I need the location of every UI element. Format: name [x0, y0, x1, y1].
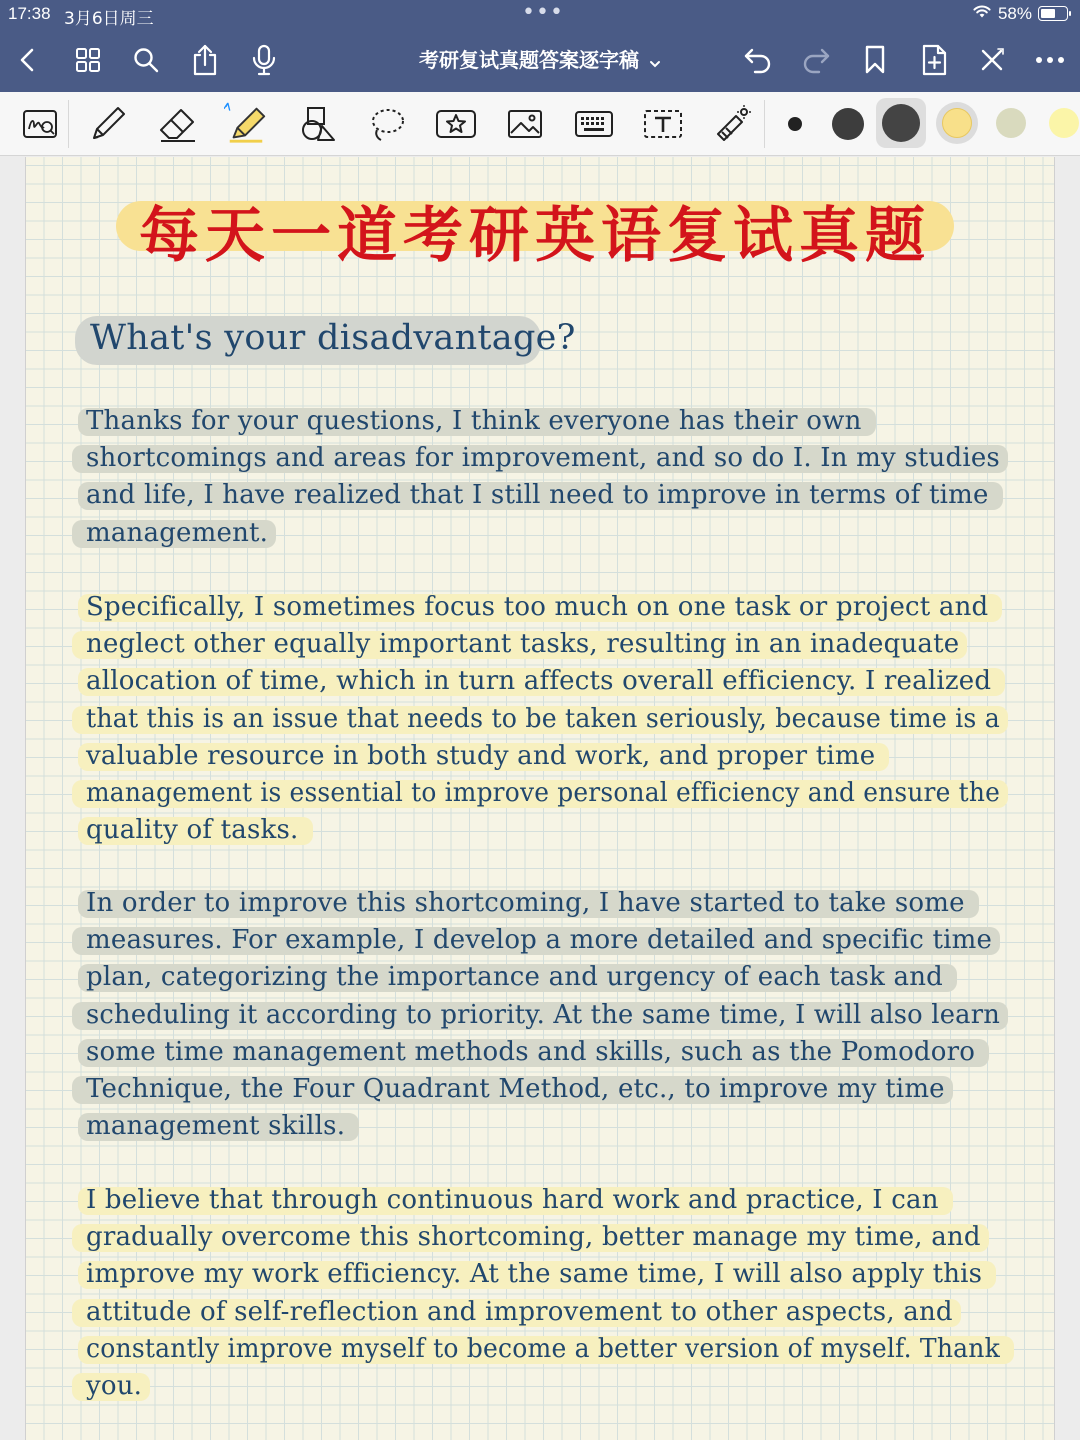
answer-line-text: you. [86, 1371, 143, 1401]
answer-line [0, 922, 1080, 959]
answer-line-text: that this is an issue that needs to be taken seriously, because time is a [86, 703, 1000, 734]
answer-line-text: plan, categorizing the importance and urgency of each task and [86, 962, 944, 993]
answer-line [0, 1071, 1080, 1108]
answer-line [0, 589, 1080, 626]
close-icon[interactable] [974, 42, 1010, 78]
status-time: 17:38 [8, 4, 51, 23]
highlighter-icon[interactable] [224, 102, 268, 146]
wifi-icon [972, 3, 992, 24]
answer-line [0, 440, 1080, 477]
answer-line-text: improve my work efficiency. At the same time, I will also apply this [86, 1259, 983, 1290]
color-swatch-yellow[interactable] [942, 108, 972, 138]
shapes-icon[interactable] [296, 102, 340, 146]
stroke-width-medium[interactable] [832, 108, 864, 140]
answer-line-text: Technique, the Four Quadrant Method, etc., to improve my time [86, 1074, 945, 1104]
share-icon[interactable] [187, 42, 223, 78]
color-swatch-pale-grey[interactable] [996, 108, 1026, 138]
answer-line-text: quality of tasks. [86, 815, 299, 846]
zoom-window-icon[interactable] [18, 102, 62, 146]
document-title[interactable]: 考研复试真题答案逐字稿 [380, 44, 700, 74]
text-icon[interactable] [641, 102, 685, 146]
answer-line [0, 1219, 1080, 1256]
answer-line-text: measures. For example, I develop a more detailed and specific time [86, 925, 993, 956]
top-bar [0, 0, 1080, 92]
answer-line [0, 477, 1080, 514]
eraser-icon[interactable] [156, 102, 200, 146]
nav-row [0, 36, 1080, 84]
chevron-down-icon[interactable] [649, 50, 661, 74]
answer-line [0, 775, 1080, 812]
answer-line-text: neglect other equally important tasks, resulting in an inadequate [86, 629, 960, 660]
battery-icon [1038, 6, 1068, 21]
answer-line-text: gradually overcome this shortcoming, better manage my time, and [86, 1222, 981, 1253]
answer-line [0, 997, 1080, 1034]
answer-line [0, 1182, 1080, 1219]
answer-line-text: Specifically, I sometimes focus too much on one task or project and [86, 592, 989, 622]
undo-icon[interactable] [740, 42, 776, 78]
answer-line [0, 812, 1080, 849]
answer-line [0, 515, 1080, 552]
stroke-width-thick[interactable] [882, 104, 920, 142]
answer-line [0, 701, 1080, 738]
answer-line-text: Thanks for your questions, I think everyone has their own [86, 406, 862, 436]
grid-icon[interactable] [70, 42, 106, 78]
answer-line [0, 626, 1080, 663]
answer-line-text: In order to improve this shortcoming, I have started to take some [86, 888, 965, 918]
answer-line [0, 1108, 1080, 1145]
answer-line-text: scheduling it according to priority. At the same time, I will also learn [86, 999, 1000, 1030]
lasso-icon[interactable] [365, 102, 409, 146]
answer-line-text: management. [86, 517, 269, 548]
more-icon[interactable] [1032, 42, 1068, 78]
answer-line-text: management is essential to improve personal efficiency and ensure the [86, 778, 1000, 808]
answer-line [0, 959, 1080, 996]
pen-icon[interactable] [86, 102, 130, 146]
add-page-icon[interactable] [916, 42, 952, 78]
answer-line [0, 1368, 1080, 1405]
answer-line [0, 1256, 1080, 1293]
back-icon[interactable] [10, 42, 46, 78]
sticker-icon[interactable] [434, 102, 478, 146]
laser-pointer-icon[interactable] [710, 102, 754, 146]
search-icon[interactable] [128, 42, 164, 78]
stroke-width-thin[interactable] [788, 117, 802, 131]
image-icon[interactable] [503, 102, 547, 146]
answer-line-text: I believe that through continuous hard work and practice, I can [86, 1185, 939, 1215]
answer-line [0, 738, 1080, 775]
drawing-toolbar [0, 92, 1080, 156]
answer-line-text: and life, I have realized that I still need to improve in terms of time [86, 480, 989, 511]
color-swatch-pale-yellow[interactable] [1049, 108, 1079, 138]
answer-line [0, 403, 1080, 440]
status-right [972, 3, 1068, 24]
answer-line-text: allocation of time, which in turn affects overall efficiency. I realized [86, 666, 992, 697]
answer-line [0, 1294, 1080, 1331]
page-title: 每天一道考研英语复试真题 [139, 201, 931, 271]
answer-line [0, 885, 1080, 922]
toolbar-divider [68, 100, 69, 148]
battery-percent: 58% [997, 3, 1032, 23]
answer-line-text: constantly improve myself to become a better version of myself. Thank [86, 1333, 1000, 1364]
toolbar-divider [764, 100, 765, 148]
redo-icon[interactable] [798, 42, 834, 78]
answer-line-text: some time management methods and skills, such as the Pomodoro [86, 1036, 976, 1067]
bookmark-icon[interactable] [857, 42, 893, 78]
answer-line-text: shortcomings and areas for improvement, and so do I. In my studies [86, 443, 1000, 474]
multitasking-dots[interactable]: ••• [522, 0, 564, 25]
answer-line [0, 1331, 1080, 1368]
answer-line [0, 1034, 1080, 1071]
answer-line-text: management skills. [86, 1111, 346, 1142]
status-date: 3月6日周三 [64, 9, 154, 29]
answer-line [0, 663, 1080, 700]
keyboard-icon[interactable] [572, 102, 616, 146]
answer-line-text: attitude of self-reflection and improvement to other aspects, and [86, 1296, 953, 1327]
answer-line-text: valuable resource in both study and work, and proper time [86, 740, 876, 771]
microphone-icon[interactable] [246, 42, 282, 78]
question-heading: What's your disadvantage? [90, 318, 576, 358]
